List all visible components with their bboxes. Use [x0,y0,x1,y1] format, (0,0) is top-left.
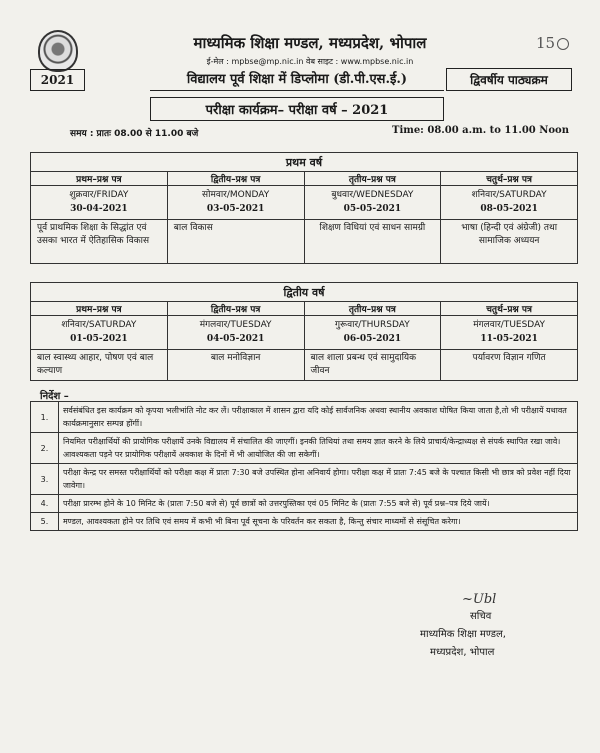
time-hindi: समय : प्रातः 08.00 से 11.00 बजे [70,129,199,139]
instruction-row [31,433,578,464]
subject-cell: पर्यावरण विज्ञान गणित [441,350,578,381]
instruction-row [31,513,578,531]
exam-day-cell [31,186,168,220]
instruction-text: परीक्षा केन्द्र पर समस्त परीक्षार्थियों को परीक्षा कक्ष में प्रातः 7:30 बजे उपस्थित होना अनिवार्य होगा। परीक्षा कक्ष में प्रातः 7:45 बजे के पश्चात किसी भी छात्र को प्रवेश नहीं दिया जावेगा। [59,464,578,495]
instructions-heading: निर्देश – [40,391,69,402]
exam-date: 30-04-2021 [70,204,128,214]
paper-header: प्रथम–प्रश्न पत्र [31,302,168,316]
paper-header: तृतीय–प्रश्न पत्र [304,302,441,316]
board-name: माध्यमिक शिक्षा मण्डल, मध्यप्रदेश, भोपाल [193,34,427,52]
exam-day-cell [441,316,578,350]
first-year-title: प्रथम वर्ष [31,153,578,172]
exam-date: 11-05-2021 [480,334,538,344]
exam-date: 03-05-2021 [206,204,265,214]
signature-scrawl-icon: ~Ubl [462,592,497,607]
contact-line: ई-मेल : mpbse@mp.nic.in वेब साइट : www.mpbse.nic.in [206,57,414,66]
instruction-text: सर्वसंबंधित इस कार्यक्रम को कृपया भलीभांति नोट कर लें। परीक्षाकाल में शासन द्वारा यदि कोई सार्वजनिक अथवा स्थानीय अवकाश घोषित किया जाता है,तो भी परीक्षायें यथावत कार्यक्रमानुसार सम्पन्न होंगीं। [59,402,578,433]
exam-day: मंगलवार/TUESDAY [473,320,546,330]
second-year-title: द्वितीय वर्ष [31,283,578,302]
exam-day: सोमवार/MONDAY [202,190,270,200]
instruction-number: 5. [31,513,59,531]
exam-date: 04-05-2021 [206,334,265,344]
subject-cell: बाल स्वास्थ्य आहार, पोषण एवं बाल कल्याण [31,350,168,381]
subject-cell: बाल मनोविज्ञान [167,350,304,381]
exam-date: 08-05-2021 [480,204,538,214]
paper-header: द्वितीय–प्रश्न पत्र [167,302,304,316]
instruction-row [31,402,578,433]
paper-header: प्रथम–प्रश्न पत्र [31,172,168,186]
year-badge: 2021 [30,69,85,91]
instruction-text: मण्डल, आवश्यकता होने पर तिथि एवं समय में कभी भी बिना पूर्व सूचना के परिवर्तन कर सकता है, किन्तु संचार माध्यमों से संसूचित करेगा। [59,513,578,531]
instruction-row [31,495,578,513]
paper-header: द्वितीय–प्रश्न पत्र [167,172,304,186]
exam-date: 06-05-2021 [343,334,402,344]
course-type: द्विवर्षीय पाठ्यक्रम [446,68,572,91]
signature-location: मध्यप्रदेश, भोपाल [430,647,495,658]
exam-day-cell [304,316,441,350]
second-year-table [30,282,578,381]
program-title: विद्यालय पूर्व शिक्षा में डिप्लोमा (डी.पी.एस.ई.) [150,69,444,91]
instructions-table [30,401,578,531]
signature-org: माध्यमिक शिक्षा मण्डल, [420,629,506,640]
subject-cell: भाषा (हिन्दी एवं अंग्रेजी) तथा सामाजिक अध्ययन [441,220,578,264]
exam-day-cell [167,186,304,220]
exam-title: परीक्षा कार्यक्रम– परीक्षा वर्ष – 2021 [150,97,444,121]
exam-day: शनिवार/SATURDAY [61,320,137,330]
anniversary-emblem-icon [536,34,580,62]
paper-header: चतुर्थ–प्रश्न पत्र [441,302,578,316]
time-english: Time: 08.00 a.m. to 11.00 Noon [392,125,569,136]
board-seal-icon [38,30,78,72]
subject-cell: पूर्व प्राथमिक शिक्षा के सिद्धांत एवं उसका भारत में ऐतिहासिक विकास [31,220,168,264]
emblem-text: 15 [536,34,556,52]
signature-role: सचिव [470,611,492,622]
exam-day: गुरूवार/THURSDAY [335,320,410,330]
instruction-text: नियमित परीक्षार्थियों की प्रायोगिक परीक्षायें उनके विद्यालय में संचालित की जाएगीं। इनकी तिथियां तथा समय ज्ञात करने के लिये प्राचार्य/केन्द्राध्यक्ष से संपर्क स्थापित रखा जावे। आवश्यकता पड़ने पर प्रायोगिक परीक्षायें अवकाश के दिनों में भी आयोजित की जा सकेगीं। [59,433,578,464]
instruction-text: परीक्षा प्रारम्भ होने के 10 मिनिट के (प्रातः 7:50 बजे से) पूर्व छात्रों को उत्तरपुस्तिका एवं 05 मिनिट के (प्रातः 7:55 बजे से) पूर्व प्रश्न–पत्र दिये जायें। [59,495,578,513]
instruction-number: 4. [31,495,59,513]
exam-day: शनिवार/SATURDAY [471,190,547,200]
exam-day-cell [441,186,578,220]
subject-cell: शिक्षण विधियां एवं साधन सामग्री [304,220,441,264]
exam-day-cell [304,186,441,220]
instruction-row [31,464,578,495]
paper-header: चतुर्थ–प्रश्न पत्र [441,172,578,186]
first-year-table [30,152,578,264]
exam-date: 05-05-2021 [343,204,402,214]
subject-cell: बाल शाला प्रबन्ध एवं सामुदायिक जीवन [304,350,441,381]
instruction-number: 2. [31,433,59,464]
instruction-number: 1. [31,402,59,433]
exam-day: शुक्रवार/FRIDAY [69,190,129,200]
exam-day: मंगलवार/TUESDAY [199,320,272,330]
subject-cell: बाल विकास [167,220,304,264]
exam-day: बुधवार/WEDNESDAY [331,190,414,200]
instruction-number: 3. [31,464,59,495]
exam-date: 01-05-2021 [70,334,128,344]
paper-header: तृतीय–प्रश्न पत्र [304,172,441,186]
exam-day-cell [167,316,304,350]
exam-day-cell [31,316,168,350]
